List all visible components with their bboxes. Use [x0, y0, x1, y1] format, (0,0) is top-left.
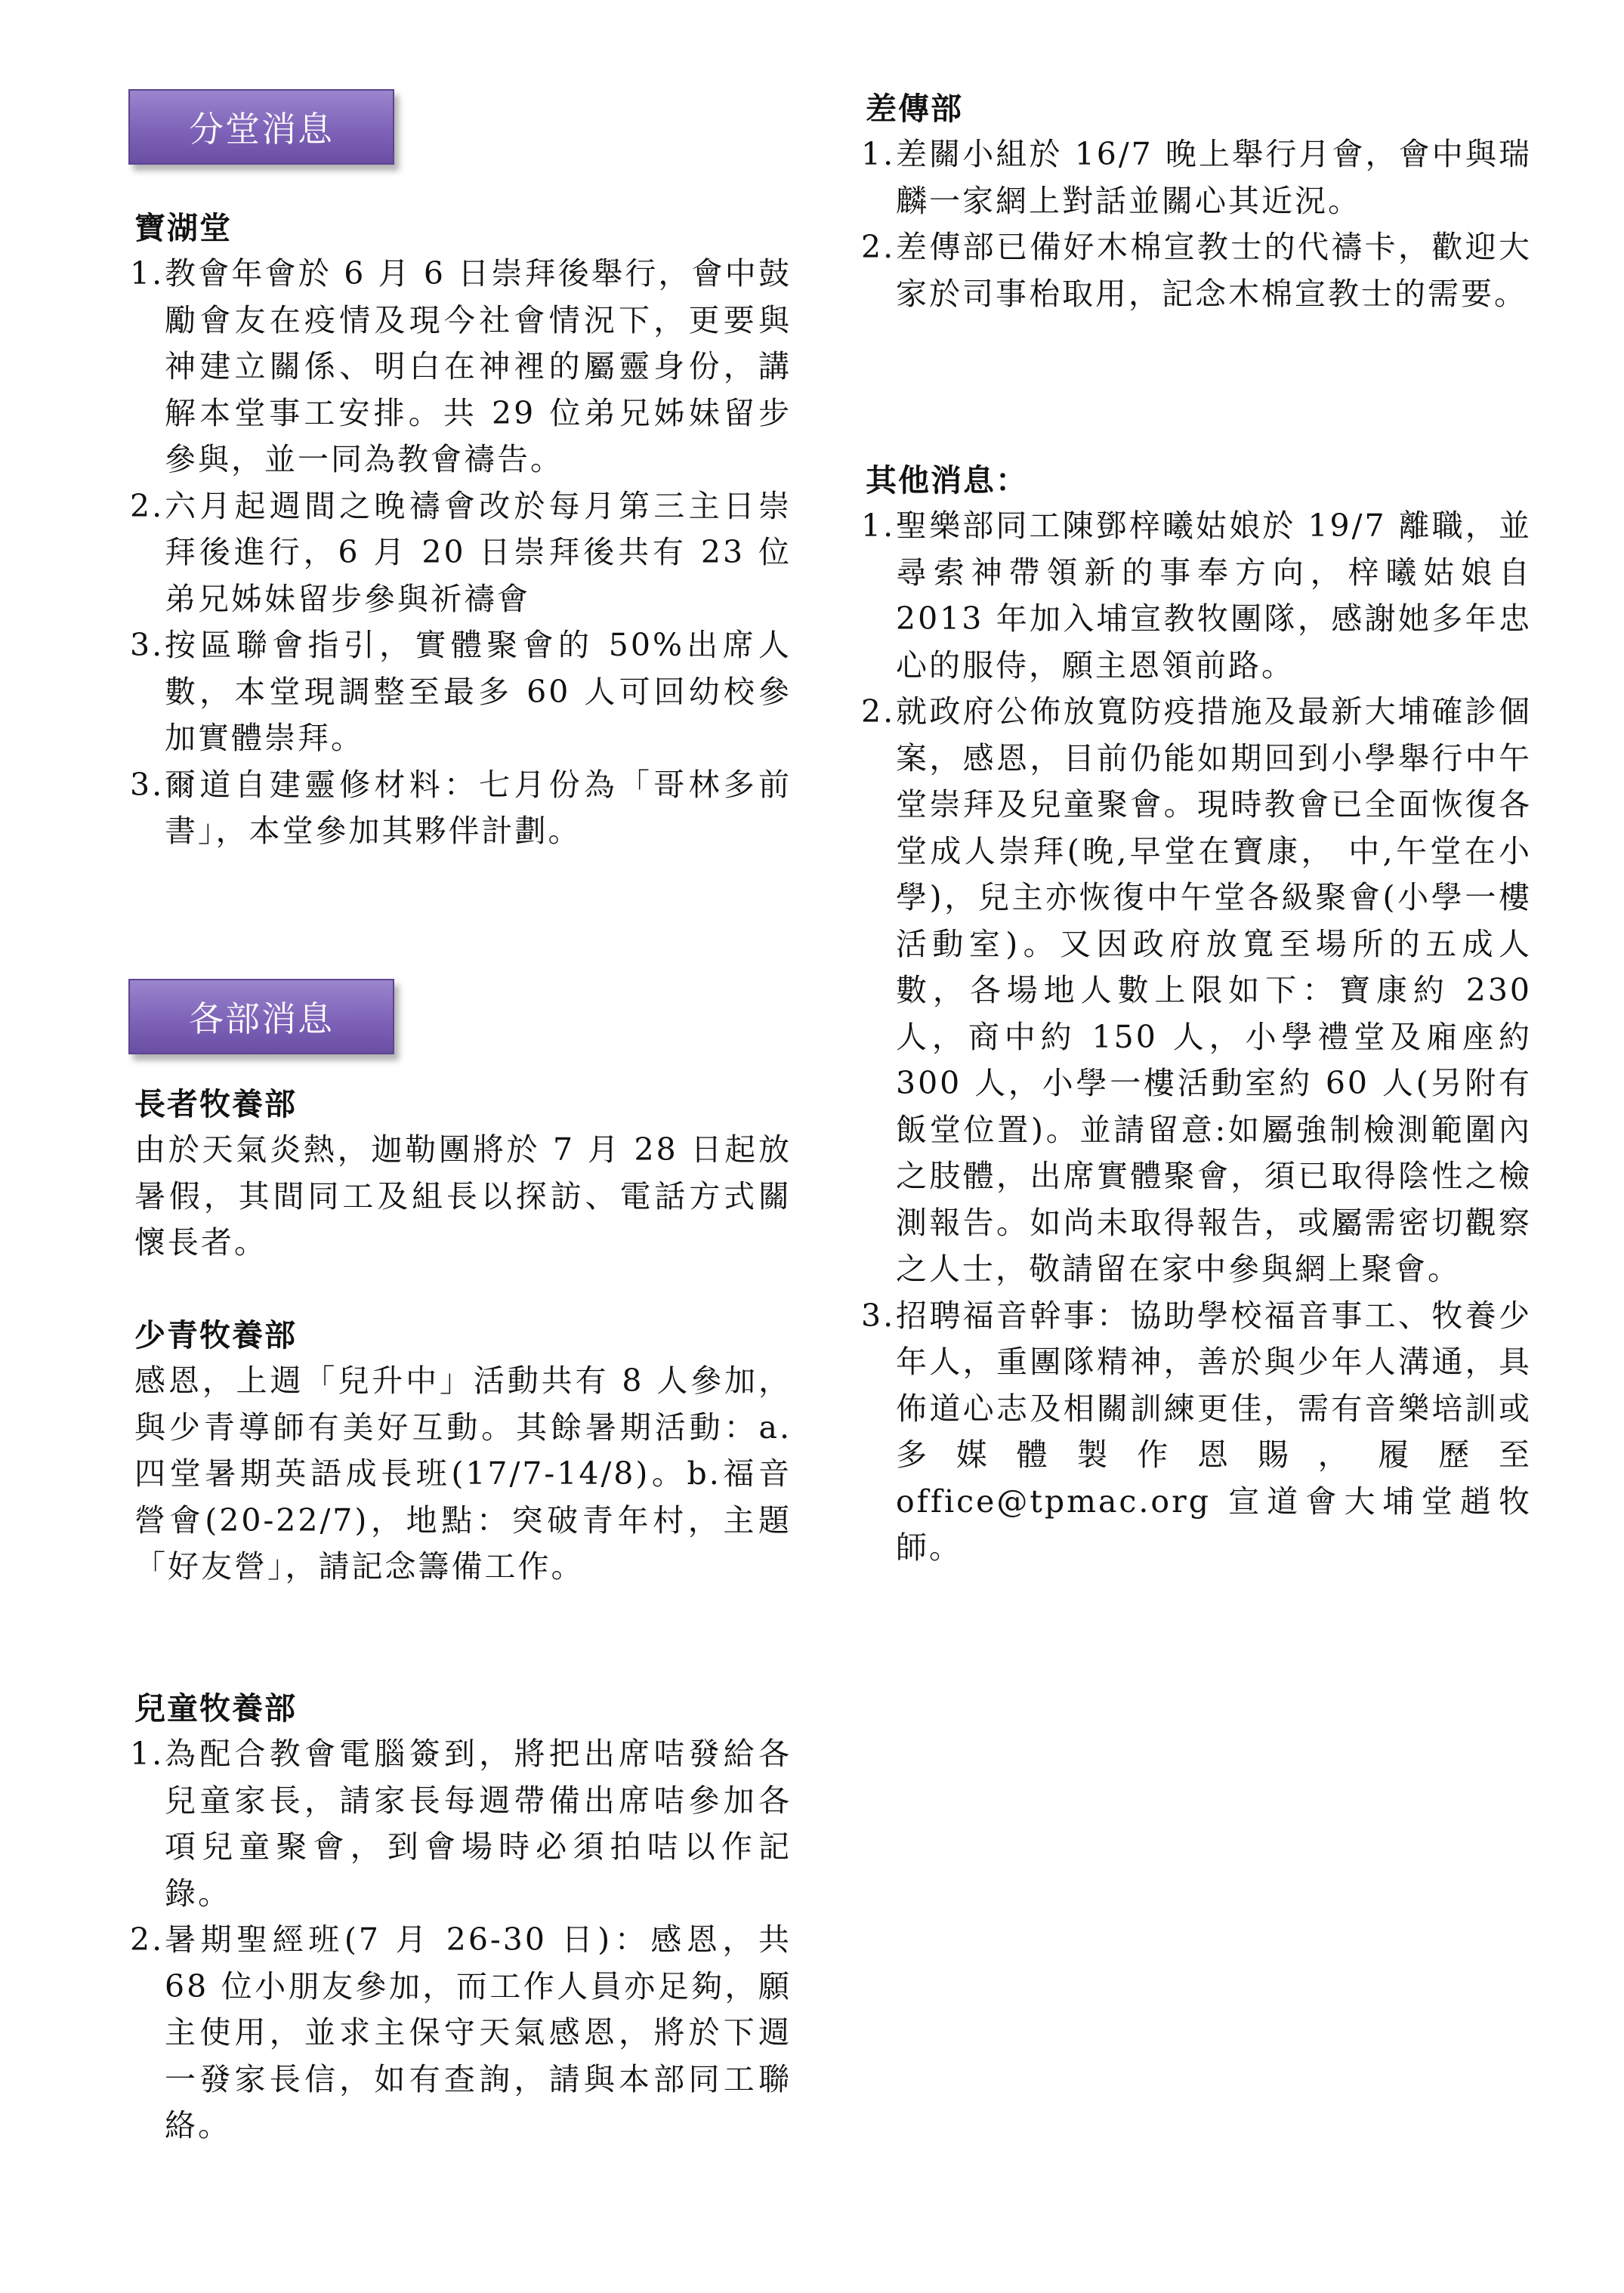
mission-list — [861, 131, 1532, 317]
elderly-text: 由於天氣炎熱，迦勒團將於 7 月 28 日起放暑假，其間同工及組長以探訪、電話方式關懷長者。 — [134, 1131, 792, 1261]
other-news-list — [861, 503, 1532, 1572]
branch-news-banner — [128, 89, 394, 165]
department-news-banner — [128, 979, 394, 1054]
list-item: 1. 差關小組於 16/7 晚上舉行月會，會中與瑞麟一家網上對話並關心其近況。 — [861, 136, 1532, 219]
list-item: 3. 按區聯會指引，實體聚會的 50%出席人數，本堂現調整至最多 60 人可回幼校參加實體崇拜。 — [130, 627, 792, 756]
branch-news-banner-label: 分堂消息 — [189, 109, 334, 150]
other-news-heading: 其他消息： — [866, 462, 1028, 498]
elderly-heading: 長者牧養部 — [134, 1086, 297, 1122]
children-list — [130, 1731, 792, 2149]
children-heading: 兒童牧養部 — [134, 1690, 297, 1727]
list-item: 1. 教會年會於 6 月 6 日崇拜後舉行，會中鼓勵會友在疫情及現今社會情況下，更要與神建立關係、明白在神裡的屬靈身份，講解本堂事工安排。共 29 位弟兄姊妹留步參與，並一同為教會禱告。 — [130, 255, 792, 477]
po-wu-heading: 寶湖堂 — [134, 210, 232, 246]
list-item: 1. 聖樂部同工陳鄧梓曦姑娘於 19/7 離職，並尋索神帶領新的事奉方向，梓曦姑娘自 2013 年加入埔宣教牧團隊，感謝她多年忠心的服侍，願主恩領前路。 — [861, 508, 1532, 684]
elderly-ministry-section — [134, 1082, 792, 1267]
list-item: 2. 就政府公佈放寬防疫措施及最新大埔確診個案，感恩，目前仍能如期回到小學舉行中午堂崇拜及兒童聚會。現時教會已全面恢復各堂成人崇拜(晚,早堂在寶康， 中,午堂在小學)，兒主亦恢復中午堂各級聚會(小學一樓活動室)。又因政府放寬至場所的五成人數，各場地人數上限如下：寶康約 230 人，商中約 150 人，小學禮堂及廂座約 300 人，小學一樓活動室約 60 人(另附有飯堂位置)。並請留意:如屬強制檢測範圍內之肢體，出席實體聚會，須已取得陰性之檢測報告。如尚未取得報告，或屬需密切觀察之人士，敬請留在家中參與網上聚會。 — [861, 693, 1532, 1287]
children-ministry-section — [130, 1686, 792, 2149]
po-wu-church-section — [130, 205, 792, 855]
list-item: 1. 為配合教會電腦簽到，將把出席咭發給各兒童家長，請家長每週帶備出席咭參加各項兒童聚會，到會場時必須拍咭以作記錄。 — [130, 1736, 792, 1912]
department-news-banner-label: 各部消息 — [189, 998, 334, 1039]
youth-ministry-section — [134, 1313, 792, 1591]
mission-heading: 差傳部 — [866, 91, 963, 127]
mission-section — [861, 86, 1532, 317]
youth-text: 感恩，上週「兒升中」活動共有 8 人參加，與少青導師有美好互動。其餘暑期活動：a.四堂暑期英語成長班(17/7-14/8)。b.福音營會(20-22/7)，地點：突破青年村，主題「好友營」，請記念籌備工作。 — [134, 1363, 792, 1585]
list-item: 3. 招聘福音幹事：協助學校福音事工、牧養少年人，重團隊精神，善於與少年人溝通，具佈道心志及相關訓練更佳，需有音樂培訓或多媒體製作恩賜，履歷至 office@tpmac.org 宣道會大埔堂趙牧師。 — [861, 1297, 1532, 1566]
list-item: 2. 暑期聖經班(7 月 26-30 日)：感恩，共 68 位小朋友參加，而工作人員亦足夠，願主使用，並求主保守天氣感恩，將於下週一發家長信，如有查詢，請與本部同工聯絡。 — [130, 1921, 792, 2143]
po-wu-list — [130, 251, 792, 855]
list-item: 2. 六月起週間之晚禱會改於每月第三主日崇拜後進行，6 月 20 日崇拜後共有 23 位弟兄姊妹留步參與祈禱會 — [130, 487, 792, 617]
list-item: 2. 差傳部已備好木棉宣教士的代禱卡，歡迎大家於司事枱取用，記念木棉宣教士的需要。 — [861, 229, 1532, 312]
other-news-section — [861, 458, 1532, 1572]
youth-heading: 少青牧養部 — [134, 1317, 297, 1353]
list-item: 3. 爾道自建靈修材料：七月份為「哥林多前書」，本堂參加其夥伴計劃。 — [130, 766, 792, 849]
